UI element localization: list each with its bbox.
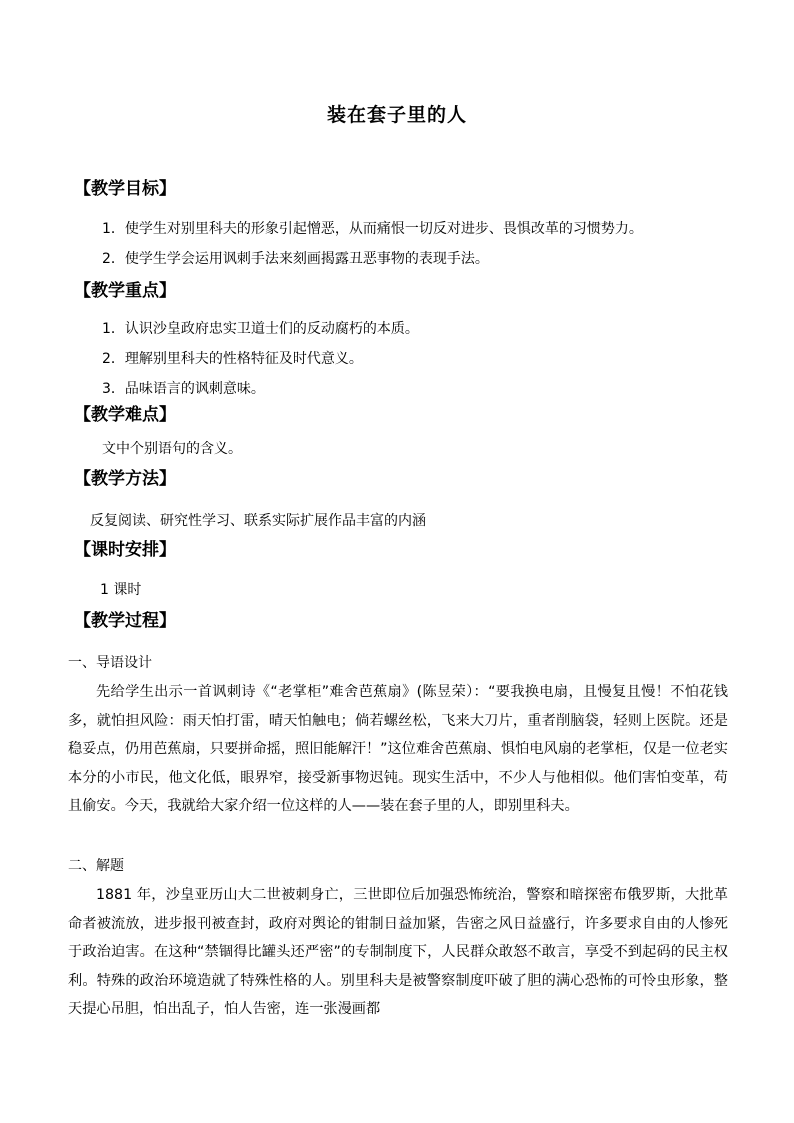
- key-point-item-1: 1．认识沙皇政府忠实卫道士们的反动腐朽的本质。: [102, 321, 419, 337]
- heading-process: 【教学过程】: [74, 611, 176, 631]
- heading-methods: 【教学方法】: [74, 469, 176, 489]
- document-title: 装在套子里的人: [326, 104, 467, 126]
- process-subheading-intro: 一、导语设计: [68, 655, 152, 671]
- process-subheading-title-explanation: 二、解题: [68, 858, 124, 874]
- process-paragraph-intro: 先给学生出示一首讽刺诗《“老掌柜”难舍芭蕉扇》(陈昱荣）：“要我换电扇，且慢复且慢！不怕花钱多，就怕担风险：雨天怕打雷，晴天怕触电；倘若螺丝松，飞来大刀片，重者削脑袋，轻则上医院。还是稳妥点，仍用芭蕉扇，只要拼命摇，照旧能解汗！”这位难舍芭蕉扇、惧怕电风扇的老掌柜，仅是一位老实本分的小市民，他文化低，眼界窄，接受新事物迟钝。现实生活中，不少人与他相似。他们害怕变革，苟且偷安。今天，我就给大家介绍一位这样的人——装在套子里的人，即别里科夫。: [68, 684, 728, 814]
- heading-key-points: 【教学重点】: [74, 281, 176, 301]
- key-point-item-2: 2．理解别里科夫的性格特征及时代意义。: [102, 351, 363, 367]
- heading-difficulties: 【教学难点】: [74, 405, 176, 425]
- schedule-text: 1 课时: [100, 582, 142, 598]
- key-point-item-3: 3．品味语言的讽刺意味。: [102, 381, 265, 397]
- objective-item-2: 2．使学生学会运用讽刺手法来刻画揭露丑恶事物的表现手法。: [102, 251, 489, 267]
- methods-text: 反复阅读、研究性学习、联系实际扩展作品丰富的内涵: [90, 513, 426, 529]
- process-paragraph-title-explanation: 1881 年，沙皇亚历山大二世被刺身亡，三世即位后加强恐怖统治，警察和暗探密布俄罗斯，大批革命者被流放，进步报刊被查封，政府对舆论的钳制日益加紧，告密之风日益盛行，许多要求自由的人惨死于政治迫害。在这种“禁锢得比罐头还严密”的专制制度下，人民群众敢怒不敢言，享受不到起码的民主权利。特殊的政治环境造就了特殊性格的人。别里科夫是被警察制度吓破了胆的满心恐怖的可怜虫形象，整天提心吊胆，怕出乱子，怕人告密，连一张漫画都: [68, 887, 728, 1017]
- heading-schedule: 【课时安排】: [74, 540, 176, 560]
- heading-objectives: 【教学目标】: [74, 179, 176, 199]
- objective-item-1: 1．使学生对别里科夫的形象引起憎恶，从而痛恨一切反对进步、畏惧改革的习惯势力。: [102, 221, 643, 237]
- difficulties-text: 文中个别语句的含义。: [102, 441, 242, 457]
